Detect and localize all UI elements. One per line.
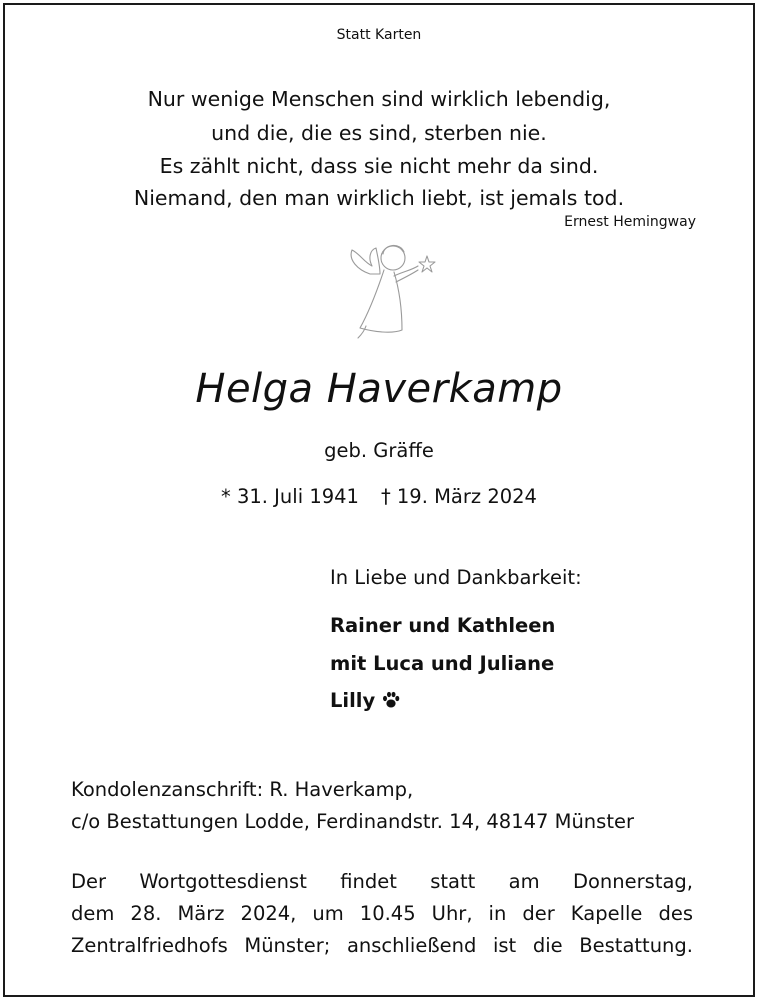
maiden-name: geb. Gräffe: [324, 439, 434, 462]
deceased-name: Helga Haverkamp: [195, 366, 563, 412]
service-info-line: dem 28. März 2024, um 10.45 Uhr, in der Kapelle des: [71, 902, 693, 925]
poem-line: Nur wenige Menschen sind wirklich lebendig,: [147, 87, 611, 111]
paw-icon: [381, 690, 401, 710]
birth-date: * 31. Juli 1941: [221, 485, 359, 508]
condolence-address-line: c/o Bestattungen Lodde, Ferdinandstr. 14, 48147 Münster: [71, 810, 634, 833]
family-intro: In Liebe und Dankbarkeit:: [330, 566, 582, 589]
death-date: † 19. März 2024: [380, 485, 537, 508]
service-info-line: Der Wortgottesdienst findet statt am Donnerstag,: [71, 870, 693, 893]
service-info-line: Zentralfriedhofs Münster; anschließend ist die Bestattung.: [71, 934, 693, 957]
condolence-address-line: Kondolenzanschrift: R. Haverkamp,: [71, 778, 414, 801]
angel-with-star-icon: [330, 232, 440, 360]
mourner-line-pet: [330, 689, 401, 712]
mourner-line: Rainer und Kathleen: [330, 614, 556, 637]
pet-name: Lilly: [330, 689, 376, 712]
poem-line: und die, die es sind, sterben nie.: [211, 121, 547, 145]
statt-karten-label: Statt Karten: [336, 27, 422, 43]
poem-line: Niemand, den man wirklich liebt, ist jemals tod.: [133, 186, 625, 210]
poem-line: Es zählt nicht, dass sie nicht mehr da sind.: [159, 154, 599, 178]
life-dates: [0, 485, 758, 508]
mourner-line: mit Luca und Juliane: [330, 652, 555, 675]
poem-author: Ernest Hemingway: [564, 214, 696, 230]
